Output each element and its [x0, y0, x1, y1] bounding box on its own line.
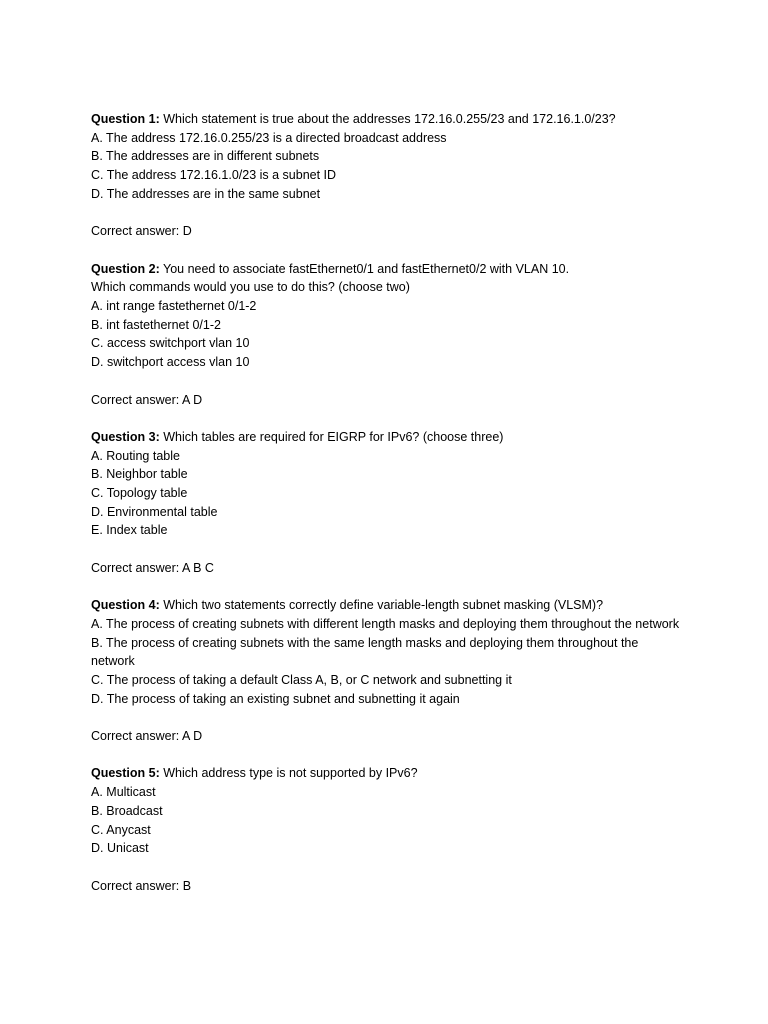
question-label: Question 3:	[91, 429, 160, 444]
correct-answer: Correct answer: B	[91, 878, 192, 893]
question-text: Which address type is not supported by IPv6?	[159, 766, 418, 781]
question-line	[91, 764, 681, 783]
answer-option: B. Neighbor table	[91, 467, 188, 482]
question-label: Question 4:	[91, 598, 160, 613]
answer-option: B. int fastethernet 0/1-2	[91, 317, 221, 332]
document-page	[91, 110, 681, 895]
question-text: Which two statements correctly define variable-length subnet masking (VLSM)?	[159, 598, 604, 613]
answer-option: C. Topology table	[91, 486, 188, 500]
question-text: You need to associate fastEthernet0/1 and fastEthernet0/2 with VLAN 10.	[159, 261, 570, 276]
answer-option: B. The addresses are in different subnets	[91, 149, 320, 164]
question-line	[91, 260, 681, 279]
question-block	[91, 764, 681, 895]
answer-option: D. Environmental table	[91, 504, 218, 519]
answer-option: C. The process of taking a default Class A, B, or C network and subnetting it	[91, 673, 512, 687]
answer-option: A. The process of creating subnets with different length masks and deploying them throughout the network	[91, 616, 680, 631]
spacer	[91, 204, 681, 223]
answer-option: D. The process of taking an existing subnet and subnetting it again	[91, 691, 460, 706]
spacer	[91, 372, 681, 391]
correct-answer: Correct answer: D	[91, 224, 192, 239]
answer-option: B. The process of creating subnets with the same length masks and deploying them throughout the network	[91, 635, 639, 669]
answer-option: C. access switchport vlan 10	[91, 336, 250, 351]
question-label: Question 5:	[91, 766, 160, 781]
question-text-continued: Which commands would you use to do this? (choose two)	[91, 280, 410, 295]
spacer	[91, 409, 681, 428]
spacer	[91, 746, 681, 765]
question-block	[91, 596, 681, 764]
question-line	[91, 428, 681, 447]
correct-answer: Correct answer: A D	[91, 392, 203, 407]
correct-answer: Correct answer: A D	[91, 729, 203, 744]
answer-option: A. Routing table	[91, 448, 180, 463]
answer-option: D. The addresses are in the same subnet	[91, 186, 321, 201]
question-label: Question 1:	[91, 112, 160, 126]
spacer	[91, 858, 681, 877]
question-block	[91, 260, 681, 428]
spacer	[91, 241, 681, 260]
answer-option: D. Unicast	[91, 841, 149, 856]
answer-option: E. Index table	[91, 523, 168, 538]
question-text: Which statement is true about the addresses 172.16.0.255/23 and 172.16.1.0/23?	[159, 112, 616, 126]
question-line	[91, 110, 681, 129]
question-text: Which tables are required for EIGRP for IPv6? (choose three)	[159, 429, 504, 444]
answer-option: A. Multicast	[91, 785, 156, 800]
question-block	[91, 110, 681, 260]
answer-option: C. Anycast	[91, 822, 151, 837]
answer-option: D. switchport access vlan 10	[91, 355, 250, 370]
question-block	[91, 428, 681, 596]
question-line	[91, 596, 681, 615]
spacer	[91, 578, 681, 597]
answer-option: A. int range fastethernet 0/1-2	[91, 299, 257, 313]
spacer	[91, 708, 681, 727]
answer-option: C. The address 172.16.1.0/23 is a subnet ID	[91, 168, 337, 183]
answer-option: B. Broadcast	[91, 803, 163, 818]
answer-option: A. The address 172.16.0.255/23 is a directed broadcast address	[91, 130, 447, 145]
spacer	[91, 540, 681, 559]
question-label: Question 2:	[91, 261, 160, 276]
correct-answer: Correct answer: A B C	[91, 560, 214, 575]
